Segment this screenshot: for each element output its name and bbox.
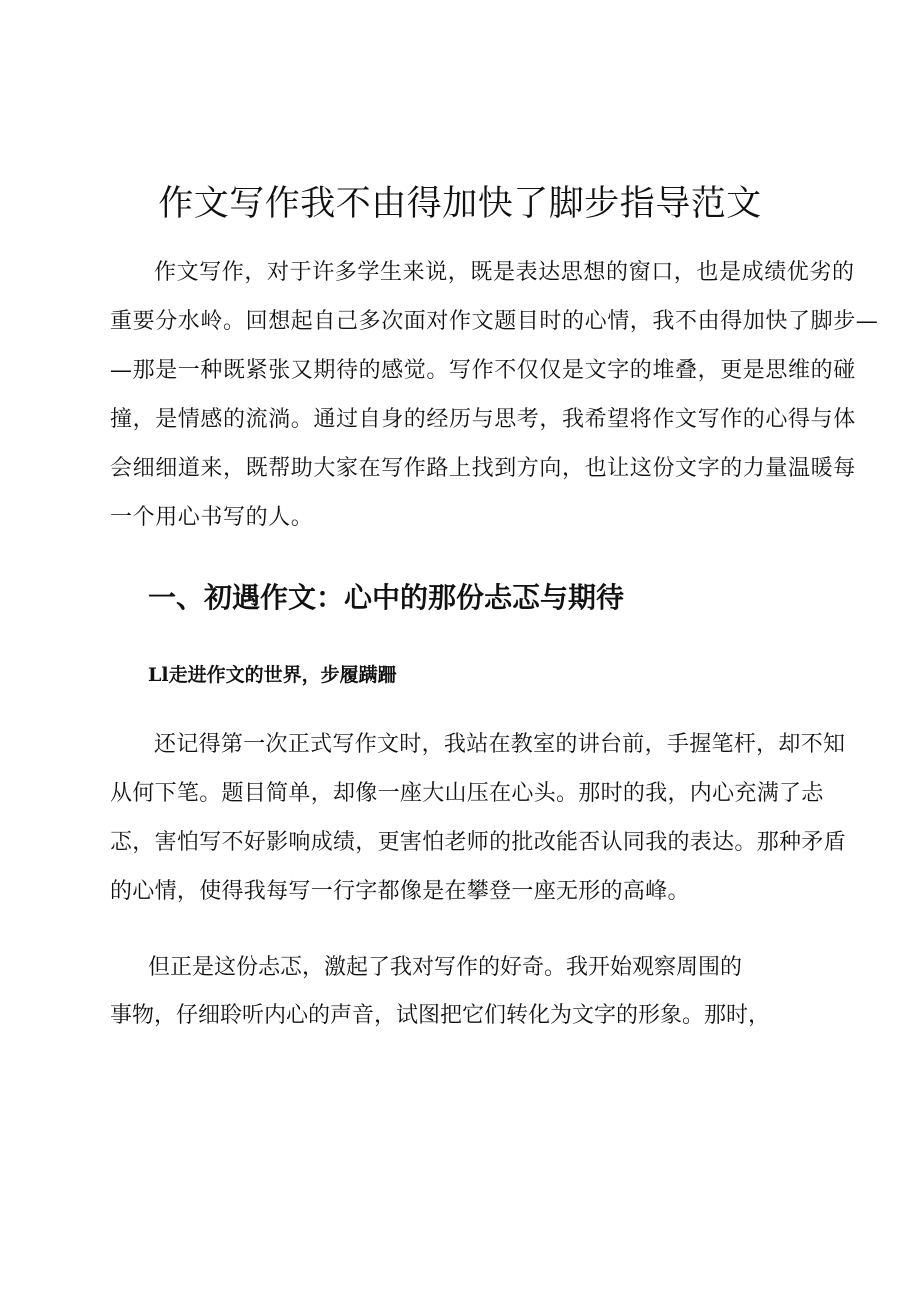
sub-heading: Ll走进作文的世界，步履蹒跚: [148, 664, 397, 686]
intro-paragraph: [110, 248, 879, 542]
paragraph-line: 重要分水岭。回想起自己多次面对作文题目时的心情，我不由得加快了脚步—: [110, 309, 879, 334]
document-title: 作文写作我不由得加快了脚步指导范文: [158, 184, 762, 224]
paragraph-line: 从何下笔。题目简单，却像一座大山压在心头。那时的我，内心充满了忐: [110, 781, 824, 806]
section-heading: 一、初遇作文：心中的那份忐忑与期待: [148, 581, 625, 614]
paragraph-line: 的心情，使得我每写一行字都像是在攀登一座无形的高峰。: [110, 879, 690, 904]
paragraph-line: —那是一种既紧张又期待的感觉。写作不仅仅是文字的堆叠，更是思维的碰: [110, 358, 856, 383]
paragraph-line: 会细细道来，既帮助大家在写作路上找到方向，也让这份文字的力量温暖每: [110, 456, 856, 481]
paragraph-line: 事物，仔细聆听内心的声音，试图把它们转化为文字的形象。那时，: [110, 1003, 771, 1028]
paragraph-line: 还记得第一次正式写作文时，我站在教室的讲台前，手握笔杆，却不知: [154, 732, 846, 757]
paragraph-line: 撞，是情感的流淌。通过自身的经历与思考，我希望将作文写作的心得与体: [110, 407, 856, 432]
paragraph-line: 作文写作，对于许多学生来说，既是表达思想的窗口，也是成绩优劣的: [154, 260, 855, 285]
body-paragraph-1: [110, 720, 846, 916]
body-paragraph-2: [110, 944, 830, 1040]
paragraph-line: 但正是这份忐忑，激起了我对写作的好奇。我开始观察周围的: [148, 955, 743, 980]
paragraph-line: 一个用心书写的人。: [110, 505, 314, 530]
paragraph-line: 忑，害怕写不好影响成绩，更害怕老师的批改能否认同我的表达。那种矛盾: [110, 830, 846, 855]
